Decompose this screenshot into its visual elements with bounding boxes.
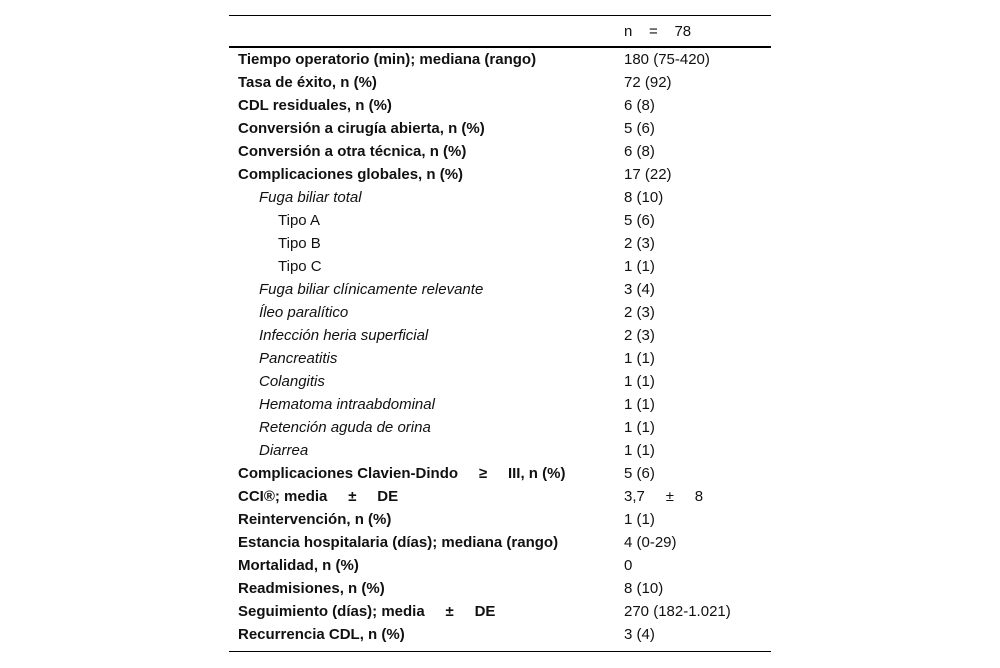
row-label: Hematoma intraabdominal — [259, 396, 435, 413]
table-row — [229, 508, 771, 531]
row-value: 3,7 ± 8 — [624, 488, 704, 505]
table-row — [229, 347, 771, 370]
table-row — [229, 186, 771, 209]
table-row — [229, 554, 771, 577]
table-body — [229, 48, 771, 646]
row-label: Retención aguda de orina — [259, 419, 431, 436]
table-bottom-rule — [229, 651, 771, 652]
row-label: Pancreatitis — [259, 350, 338, 367]
table-row — [229, 623, 771, 646]
column-header-n: n = 78 — [624, 23, 692, 40]
row-label: Conversión a cirugía abierta, n (%) — [238, 120, 485, 137]
row-value: 1 (1) — [624, 258, 655, 275]
row-value: 2 (3) — [624, 304, 655, 321]
row-value: 6 (8) — [624, 97, 655, 114]
row-value: 4 (0-29) — [624, 534, 677, 551]
row-label: Diarrea — [259, 442, 309, 459]
row-label: Tipo B — [278, 235, 321, 252]
table-row — [229, 48, 771, 71]
row-label: Complicaciones Clavien-Dindo ≥ III, n (%) — [238, 465, 566, 482]
row-value: 180 (75-420) — [624, 51, 710, 68]
row-value: 0 — [624, 557, 633, 574]
table-row — [229, 416, 771, 439]
table-row — [229, 439, 771, 462]
row-value: 2 (3) — [624, 327, 655, 344]
row-label: CCI®; media ± DE — [238, 488, 399, 505]
table-row — [229, 600, 771, 623]
table-row — [229, 71, 771, 94]
table-row — [229, 94, 771, 117]
row-label: Fuga biliar clínicamente relevante — [259, 281, 484, 298]
table-row — [229, 462, 771, 485]
row-value: 2 (3) — [624, 235, 655, 252]
row-value: 6 (8) — [624, 143, 655, 160]
row-value: 3 (4) — [624, 281, 655, 298]
table-row — [229, 117, 771, 140]
table-row — [229, 140, 771, 163]
row-label: Tiempo operatorio (min); mediana (rango) — [238, 51, 537, 68]
row-label: Mortalidad, n (%) — [238, 557, 359, 574]
table-row — [229, 163, 771, 186]
row-value: 8 (10) — [624, 189, 664, 206]
table-row — [229, 577, 771, 600]
row-label: Reintervención, n (%) — [238, 511, 392, 528]
row-label: Tipo C — [278, 258, 322, 275]
table-row — [229, 485, 771, 508]
row-label: Complicaciones globales, n (%) — [238, 166, 464, 183]
table-row — [229, 531, 771, 554]
row-label: Colangitis — [259, 373, 325, 390]
row-value: 1 (1) — [624, 396, 655, 413]
table-row — [229, 393, 771, 416]
row-label: Seguimiento (días); media ± DE — [238, 603, 496, 620]
row-value: 1 (1) — [624, 511, 655, 528]
row-value: 3 (4) — [624, 626, 655, 643]
table-row — [229, 301, 771, 324]
row-value: 1 (1) — [624, 442, 655, 459]
table-row — [229, 209, 771, 232]
row-value: 5 (6) — [624, 120, 655, 137]
table-row — [229, 324, 771, 347]
row-label: Tasa de éxito, n (%) — [238, 74, 377, 91]
row-value: 5 (6) — [624, 212, 655, 229]
row-label: Estancia hospitalaria (días); mediana (rango) — [238, 534, 559, 551]
row-label: Conversión a otra técnica, n (%) — [238, 143, 467, 160]
table-row — [229, 370, 771, 393]
row-label: CDL residuales, n (%) — [238, 97, 392, 114]
row-label: Readmisiones, n (%) — [238, 580, 385, 597]
row-value: 1 (1) — [624, 350, 655, 367]
row-value: 5 (6) — [624, 465, 655, 482]
row-value: 8 (10) — [624, 580, 664, 597]
row-label: Fuga biliar total — [259, 189, 362, 206]
row-label: Infección heria superficial — [259, 327, 429, 344]
row-label: Tipo A — [278, 212, 320, 229]
row-label: Íleo paralítico — [259, 304, 349, 321]
row-value: 72 (92) — [624, 74, 672, 91]
table-top-rule — [229, 15, 771, 16]
row-value: 270 (182-1.021) — [624, 603, 731, 620]
row-value: 1 (1) — [624, 419, 655, 436]
table-row — [229, 232, 771, 255]
row-value: 1 (1) — [624, 373, 655, 390]
table-row — [229, 255, 771, 278]
row-label: Recurrencia CDL, n (%) — [238, 626, 405, 643]
row-value: 17 (22) — [624, 166, 672, 183]
table-row — [229, 278, 771, 301]
